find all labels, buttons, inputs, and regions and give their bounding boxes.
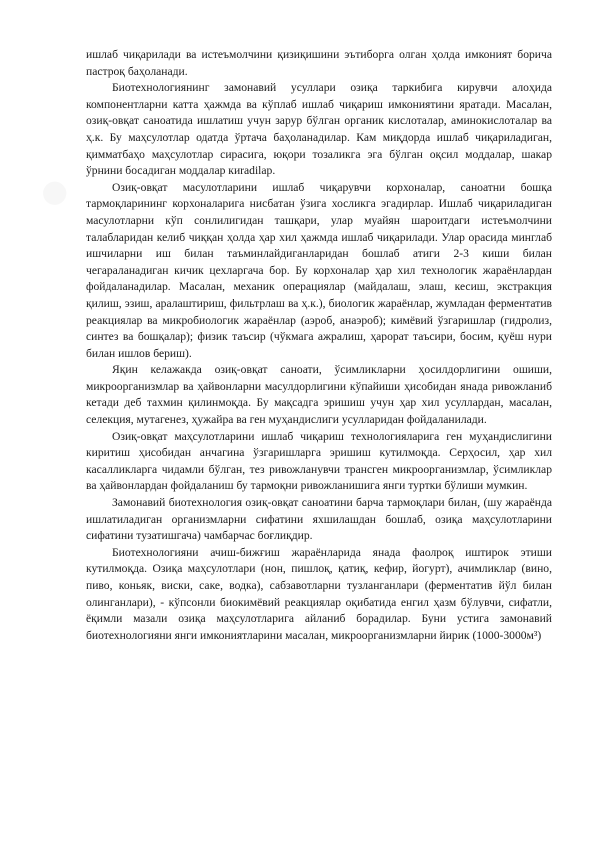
paragraph: Биотехнологияни ачиш-бижғиш жараёнларида янада фаолроқ иштирок этиши кутилмоқда. Озиқа маҳсулотлари (нон, пишлоқ, қатиқ, кефир, йогурт), ачимликлар (вино, пиво, коньяк, виски, саке, водка), сабзавотларни тузланганлари (ферментатив йўл билан олинганлари), - кўпсонли биокимёвий реакциялар оқибатида енгил ҳазм бўлувчи, сифатли, ёқимли мазали озиқа маҳсулотларига айланиб борадилар. Буни устига замонавий биотехнологияни янги имкониятларини масалан, микроорганизмларни йирик (1000-3000м³) — [86, 545, 552, 642]
paragraph: Замонавий биотехнология озиқ-овқат саноатини барча тармоқлари билан, (шу жараёнда ишлатиладиган организмларни сифатини яхшилашдан бошлаб, озиқа маҳсулотларини сифатини тузатишгача) чамбарчас боғлиқдир. — [86, 496, 552, 543]
watermark: ● — [25, 157, 87, 225]
paragraph: Биотехнологиянинг замонавий усуллари озиқа таркибига кирувчи алоҳида компонентларни катта ҳажмда ва кўплаб ишлаб чиқариш имкониятини яратади. Масалан, озиқ-овқат саноатида ишлатиш учун зарур бўлган органик кислоталар, аминокислоталар ва ҳ.к. Бу маҳсулотлар одатда ўртача баҳоланадилар. Кам миқдорда ишлаб чиқариладиган, қимматбаҳо маҳсулотлар сирасига, юқори тозаликга эга бўлган оқсил моддалар, шакар ўрнини босадиган моддалар киradilар. — [86, 81, 552, 178]
paragraph: ишлаб чиқарилади ва истеъмолчини қизиқишини эътиборга олган ҳолда имконият борича пастроқ баҳоланади. — [86, 48, 552, 78]
paragraph: Озиқ-овқат масулотларини ишлаб чиқарувчи корхоналар, саноатни бошқа тармоқларининг корхоналарига нисбатан ўзига хосликга эгадирлар. Ишлаб чиқариладиган масулотларни кўп сонлилигидан ташқари, улар муайян шароитдаги истеъмолчини талабларидан келиб чиққан ҳолда ҳар хил ҳажмда ишлаб чиқарилади. Улар орасида минглаб ишчиларни иш билан таъминлайдиганларидан бошлаб атиги 2-3 киши билан чегараланадиган кичик цехларгача бор. Бу корхоналар ҳар хил технологик жараёнлардан фойдаланадилар. Масалан, механик операциялар (майдалаш, элаш, кесиш, экстракция қилиш, эзиш, аралаштириш, фильтрлаш ва ҳ.к.), биологик жараёнлар, жумладан ферментатив реакциялар ва микробиологик жараёнлар (аэроб, анаэроб); кимёвий ўзгаришлар (гидролиз, синтез ва бошқалар); физик таъсир (чўкмага ажралиш, ҳарорат таъсири, босим, қуёш нури билан ишлов бериш). — [86, 180, 552, 360]
paragraph: Озиқ-овқат маҳсулотларини ишлаб чиқариш технологияларига ген муҳандислигини киритиш ҳисобидан анчагина ўзгаришларга эришиш кутилмоқда. Серҳосил, ҳар хил касалликларга чидамли бўлган, тез ривожланувчи трансген микроорганизмлар, ўсимликлар ва ҳайвонлардан фойдаланиш бу тармоқни ривожланишига янги туртки бўлиши мумкин. — [86, 429, 552, 493]
paragraph: Яқин келажакда озиқ-овқат саноати, ўсимликларни ҳосилдорлигини ошиши, микроорганизмлар ва ҳайвонларни масулдорлигини кўпайиши ҳисобидан янада ривожланиб кетади деб тахмин қилинмоқда. Бу мақсадга эришиш учун ҳар хил усуллардан, масалан, селекция, мутагенез, ҳужайра ва ген муҳандислиги усулларидан фойдаланилади. — [86, 363, 552, 427]
document-page — [86, 47, 552, 644]
